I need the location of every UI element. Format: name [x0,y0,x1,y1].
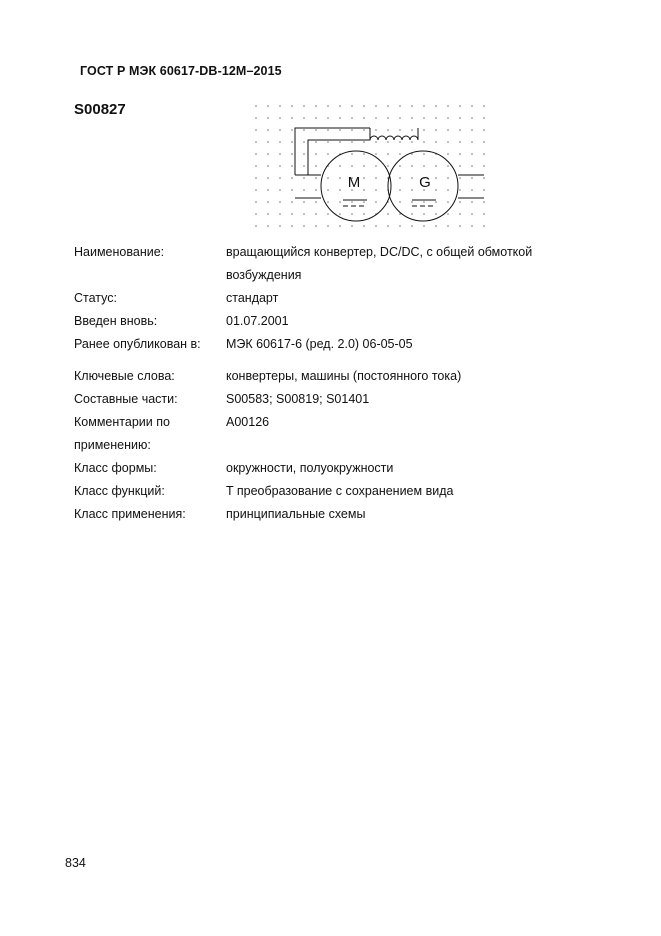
property-label: Составные части: [74,392,178,406]
grid-dot [447,129,449,131]
excitation-winding [370,128,418,140]
grid-dot [363,153,365,155]
grid-dot [291,117,293,119]
grid-dot [351,165,353,167]
grid-dot [363,177,365,179]
grid-dot [375,105,377,107]
grid-dot [387,105,389,107]
grid-dot [315,141,317,143]
grid-dot [267,141,269,143]
grid-dot [471,225,473,227]
grid-dot [339,201,341,203]
grid-dot [399,105,401,107]
grid-dot [327,153,329,155]
grid-dot [423,117,425,119]
grid-dot [351,105,353,107]
grid-dot [363,189,365,191]
grid-dot [375,129,377,131]
grid-dot [435,129,437,131]
grid-dot [339,189,341,191]
grid-dot [423,213,425,215]
property-value: МЭК 60617-6 (ред. 2.0) 06-05-05 [226,337,413,351]
grid-dot [279,213,281,215]
grid-dot [375,153,377,155]
grid-dot [423,225,425,227]
grid-dot [279,129,281,131]
grid-dot [327,105,329,107]
grid-dot [327,213,329,215]
grid-dot [483,153,485,155]
grid-dot [255,105,257,107]
grid-dot [315,129,317,131]
grid-dot [267,225,269,227]
grid-dot [339,213,341,215]
grid-dot [303,177,305,179]
grid-dot [471,105,473,107]
grid-dot [411,105,413,107]
grid-dot [435,165,437,167]
document-header: ГОСТ Р МЭК 60617-DB-12M–2015 [80,64,282,78]
grid-dot [375,177,377,179]
grid-dot [339,117,341,119]
grid-dot [411,189,413,191]
grid-dot [435,213,437,215]
grid-dot [411,225,413,227]
grid-dot [471,189,473,191]
grid-dot [483,213,485,215]
grid-dot [327,225,329,227]
grid-dot [303,165,305,167]
grid-dot [387,213,389,215]
grid-dot [459,129,461,131]
grid-dot [447,213,449,215]
grid-dot [303,201,305,203]
grid-dot [279,201,281,203]
grid-dot [339,177,341,179]
grid-dot [315,189,317,191]
property-label: Наименование: [74,245,165,259]
grid-dot [459,213,461,215]
grid-dot [327,129,329,131]
page-number: 834 [65,856,86,870]
grid-dot [339,129,341,131]
grid-dot [267,213,269,215]
grid-dot [459,117,461,119]
grid-dot [303,213,305,215]
grid-dot [411,177,413,179]
property-row-parts [74,388,594,411]
grid-dot [267,105,269,107]
grid-dot [423,153,425,155]
property-row-function-class [74,480,594,503]
grid-dot [255,189,257,191]
grid-dot [255,225,257,227]
grid-dot [483,117,485,119]
grid-dot [435,201,437,203]
grid-dot [279,225,281,227]
grid-dot [291,105,293,107]
grid-dot [447,141,449,143]
grid-dot [267,189,269,191]
grid-dot [303,153,305,155]
grid-dot [291,225,293,227]
grid-dot [327,141,329,143]
grid-dot [279,153,281,155]
grid-dot [351,153,353,155]
grid-dot [351,117,353,119]
grid-dot [267,129,269,131]
grid-dot [315,225,317,227]
grid-dot [387,141,389,143]
grid-dot [255,177,257,179]
grid-dot [423,105,425,107]
grid-dot [399,129,401,131]
grid-dot [471,129,473,131]
grid-dot [279,177,281,179]
grid-dot [483,189,485,191]
grid-dot [327,177,329,179]
properties-table [74,241,594,526]
grid-dot [351,225,353,227]
grid-dot [435,105,437,107]
property-value: A00126 [226,415,270,429]
grid-dot [255,213,257,215]
grid-dot [423,201,425,203]
grid-dot [363,105,365,107]
grid-dot [423,165,425,167]
property-row-introduced [74,310,594,333]
grid-dot [303,141,305,143]
grid-dot [291,189,293,191]
grid-dot [315,201,317,203]
grid-dot [315,213,317,215]
grid-dot [327,201,329,203]
grid-dot [411,165,413,167]
grid-dot [315,105,317,107]
property-value: T преобразование с сохранением вида [226,484,454,498]
grid-dot [303,117,305,119]
grid-dot [471,141,473,143]
grid-dot [267,177,269,179]
grid-dot [267,153,269,155]
grid-dot [411,141,413,143]
grid-dot [483,165,485,167]
grid-dot [351,201,353,203]
grid-dot [471,165,473,167]
grid-dot [315,165,317,167]
grid-dot [387,129,389,131]
grid-dot [363,225,365,227]
property-value: принципиальные схемы [226,507,366,521]
grid-dot [291,201,293,203]
grid-dot [435,225,437,227]
grid-dot [399,177,401,179]
grid-dot [459,189,461,191]
grid-dot [303,225,305,227]
property-label: Класс функций: [74,484,165,498]
grid-dot [411,213,413,215]
grid-dot [363,213,365,215]
property-value: окружности, полуокружности [226,461,394,475]
grid-dot [303,189,305,191]
property-row-comments [74,411,594,457]
grid-dot [459,225,461,227]
grid-dot [267,165,269,167]
property-label: Класс применения: [74,507,186,521]
grid-dot [459,177,461,179]
grid-dot [483,141,485,143]
grid-dot [399,189,401,191]
property-row-shape-class [74,457,594,480]
grid-dot [387,225,389,227]
grid-dot [411,129,413,131]
grid-dot [375,117,377,119]
grid-dot [327,189,329,191]
grid-dot [291,153,293,155]
grid-dot [447,153,449,155]
grid-dot [291,213,293,215]
grid-dot [387,165,389,167]
grid-dot [399,141,401,143]
grid-dot [279,117,281,119]
property-row-keywords [74,365,594,388]
grid-dot [291,141,293,143]
grid-dot [291,129,293,131]
generator-letter: G [419,174,431,191]
grid-dot [339,105,341,107]
grid-dot [339,141,341,143]
grid-dot [279,165,281,167]
grid-dot [459,153,461,155]
grid-dot [279,189,281,191]
grid-dot [255,129,257,131]
grid-dot [291,177,293,179]
property-value: вращающийся конвертер, DC/DC, с общей обмоткой возбуждения [226,245,533,282]
grid-dot [267,117,269,119]
grid-dot [255,153,257,155]
grid-dot [255,201,257,203]
property-row-application-class [74,503,594,526]
grid-dot [435,141,437,143]
grid-dot [351,129,353,131]
grid-dot [399,201,401,203]
grid-dot [363,117,365,119]
grid-dot [447,165,449,167]
grid-dot [459,201,461,203]
grid-dot [471,153,473,155]
property-label: Ранее опубликован в: [74,337,201,351]
symbol-code: S00827 [74,101,126,118]
grid-dot [483,129,485,131]
grid-dot [315,117,317,119]
grid-dot [255,117,257,119]
grid-dot [387,153,389,155]
grid-dot [387,117,389,119]
grid-dot [375,225,377,227]
grid-dot [363,141,365,143]
grid-dot [399,165,401,167]
property-value: конвертеры, машины (постоянного тока) [226,369,462,383]
grid-dot [471,117,473,119]
grid-dot [267,201,269,203]
property-row-status [74,287,594,310]
grid-dot [459,165,461,167]
grid-dot [375,141,377,143]
grid-dot [447,225,449,227]
grid-dot [399,117,401,119]
grid-dot [375,189,377,191]
property-row-name [74,241,594,287]
grid-dot [483,201,485,203]
property-label: Ключевые слова: [74,369,175,383]
grid-dot [471,213,473,215]
grid-dot [351,213,353,215]
grid-dot [279,141,281,143]
grid-dot [471,177,473,179]
property-label: Комментарии по применению: [74,415,170,452]
grid-dot [423,141,425,143]
grid-dot [363,201,365,203]
grid-dot [447,117,449,119]
grid-dot [363,129,365,131]
motor-letter: M [347,174,361,191]
grid-dot [255,165,257,167]
grid-dot [363,165,365,167]
grid-dot [435,117,437,119]
grid-dot [483,225,485,227]
grid-dot [447,201,449,203]
grid-dot [375,165,377,167]
property-label: Введен вновь: [74,314,158,328]
grid-dot [351,141,353,143]
grid-dot [411,201,413,203]
grid-dot [447,177,449,179]
grid-dot [399,153,401,155]
property-label: Статус: [74,291,117,305]
grid-dot [255,141,257,143]
property-value: стандарт [226,291,279,305]
property-row-previously [74,333,594,356]
grid-dot [483,177,485,179]
grid-dot [435,177,437,179]
grid-dot [315,177,317,179]
grid-dot [339,225,341,227]
grid-dot [291,165,293,167]
grid-dot [459,141,461,143]
grid-dot [435,189,437,191]
grid-dot [399,225,401,227]
grid-dot [327,117,329,119]
grid-dot [471,201,473,203]
grid-dot [375,201,377,203]
property-value: S00583; S00819; S01401 [226,392,370,406]
grid-dot [303,105,305,107]
property-label: Класс формы: [74,461,157,475]
grid-dot [447,189,449,191]
grid-dot [315,153,317,155]
grid-dot [279,105,281,107]
symbol-diagram [250,100,490,236]
grid-dot [411,117,413,119]
grid-dot [303,129,305,131]
property-value: 01.07.2001 [226,314,289,328]
grid-dot [459,105,461,107]
grid-dot [423,129,425,131]
grid-dot [447,105,449,107]
grid-dot [339,165,341,167]
grid-dot [483,105,485,107]
